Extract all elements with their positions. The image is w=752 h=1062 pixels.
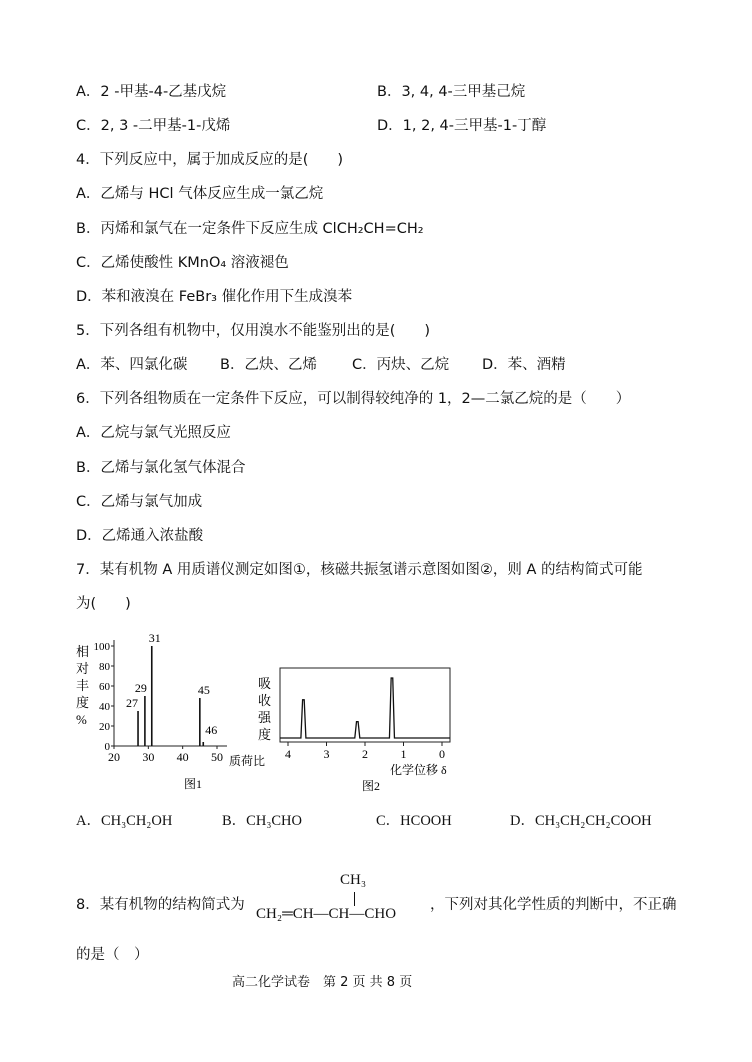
q8-structure: [256, 872, 428, 932]
q7-option-a: A．CH₃CH₂OH: [76, 813, 173, 829]
fig1-ytick-label: 100: [93, 641, 110, 653]
fig1-ytick-label: 0: [104, 741, 110, 753]
q4-option-d: D．苯和液溴在 FeBr₃ 催化作用下生成溴苯: [76, 289, 353, 305]
q6-option-d: D．乙烯通入浓盐酸: [76, 528, 204, 544]
fig1-ylabel-char: 度: [76, 695, 90, 710]
fig2-spectrum-line: [280, 678, 450, 738]
q5-option-a: A．苯、四氯化碳: [76, 357, 188, 373]
fig1-ytick-label: 60: [99, 681, 110, 693]
fig2-xtick-label: 2: [362, 747, 368, 761]
fig2-peak: [303, 699, 304, 700]
fig1-ylabel-char: 相: [76, 644, 90, 659]
fig1-xtick-label: 30: [142, 750, 155, 764]
q3-option-d: D．1, 2, 4-三甲基-1-丁醇: [377, 118, 547, 134]
q7-option-c: C．HCOOH: [376, 813, 452, 829]
q8-stem-line2: 的是（ ）: [76, 947, 149, 963]
fig2-xtick-label: 4: [285, 747, 291, 761]
fig2-ylabel-char: 度: [258, 727, 272, 742]
fig1-xtick-label: 50: [211, 750, 223, 764]
structure-main-chain: CH₂═CH—CH—CHO: [256, 906, 397, 922]
fig2-xtick-label: 1: [400, 747, 407, 761]
fig2-caption: 图2: [362, 779, 381, 793]
q7-stem-line1: 7．某有机物 A 用质谱仪测定如图①，核磁共振氢谱示意图如图②，则 A 的结构简式可能: [76, 562, 643, 578]
fig2-peak: [357, 721, 358, 722]
q8-stem-suffix: ，下列对其化学性质的判断中，不正确: [430, 897, 677, 913]
fig2-ylabel-char: 吸: [258, 676, 272, 691]
fig2-xtick-label: 3: [323, 747, 330, 761]
fig1-xtick-label: 20: [108, 750, 120, 764]
q3-option-b: B．3, 4, 4-三甲基己烷: [377, 84, 526, 100]
q7-option-d: D．CH₃CH₂CH₂COOH: [510, 813, 652, 829]
q7-stem-line2: 为( ): [76, 596, 131, 612]
fig1-ylabel-char: 对: [76, 661, 90, 676]
figure-1-mass-spectrum: [72, 630, 272, 800]
fig1-ytick-label: 40: [99, 701, 110, 713]
fig2-ylabel-char: 强: [258, 710, 272, 725]
fig2-peak: [391, 677, 392, 678]
fig1-caption: 图1: [184, 777, 203, 791]
q4-option-b: B．丙烯和氯气在一定条件下反应生成 ClCH₂CH=CH₂: [76, 221, 424, 237]
q3-option-a: A．2 -甲基-4-乙基戊烷: [76, 84, 227, 100]
q3-option-c: C．2, 3 -二甲基-1-戊烯: [76, 118, 231, 134]
figure-2-nmr-spectrum: [250, 660, 460, 800]
fig1-peak-label: 29: [134, 681, 147, 695]
fig2-ylabel-char: 收: [258, 693, 272, 708]
fig1-peak-label: 46: [205, 723, 218, 737]
q5-option-c: C．丙炔、乙烷: [352, 357, 450, 373]
q4-stem: 4．下列反应中，属于加成反应的是( ): [76, 152, 344, 168]
structure-bond: [354, 892, 355, 906]
fig1-ytick-label: 80: [99, 661, 110, 673]
fig2-xlabel: 化学位移 δ: [390, 763, 447, 777]
q6-option-c: C．乙烯与氯气加成: [76, 494, 203, 510]
q6-option-b: B．乙烯与氯化氢气体混合: [76, 460, 246, 476]
fig1-xlabel: 质荷比: [229, 754, 266, 768]
q4-option-c: C．乙烯使酸性 KMnO₄ 溶液褪色: [76, 255, 289, 271]
fig2-xtick-label: 0: [439, 747, 445, 761]
fig1-ytick-label: 20: [99, 721, 110, 733]
structure-methyl: CH₃: [340, 872, 367, 888]
fig1-peak-label: 27: [126, 696, 139, 710]
fig1-xtick-label: 40: [176, 750, 189, 764]
q5-stem: 5．下列各组有机物中，仅用溴水不能鉴别出的是( ): [76, 323, 431, 339]
fig1-ylabel-char: %: [76, 712, 87, 727]
q7-option-b: B．CH₃CHO: [222, 813, 302, 829]
fig1-ylabel-char: 丰: [76, 678, 90, 693]
q6-option-a: A．乙烷与氯气光照反应: [76, 425, 231, 441]
q4-option-a: A．乙烯与 HCl 气体反应生成一氯乙烷: [76, 186, 324, 202]
fig1-peak-label: 31: [148, 631, 161, 645]
q6-stem: 6．下列各组物质在一定条件下反应，可以制得较纯净的 1，2—二氯乙烷的是（ ）: [76, 391, 631, 407]
q5-option-d: D．苯、酒精: [482, 357, 566, 373]
fig1-peak-label: 45: [197, 683, 210, 697]
q5-option-b: B．乙炔、乙烯: [220, 357, 317, 373]
page-footer: 高二化学试卷 第 2 页 共 8 页: [232, 975, 413, 990]
q8-stem-prefix: 8．某有机物的结构简式为: [76, 897, 245, 913]
